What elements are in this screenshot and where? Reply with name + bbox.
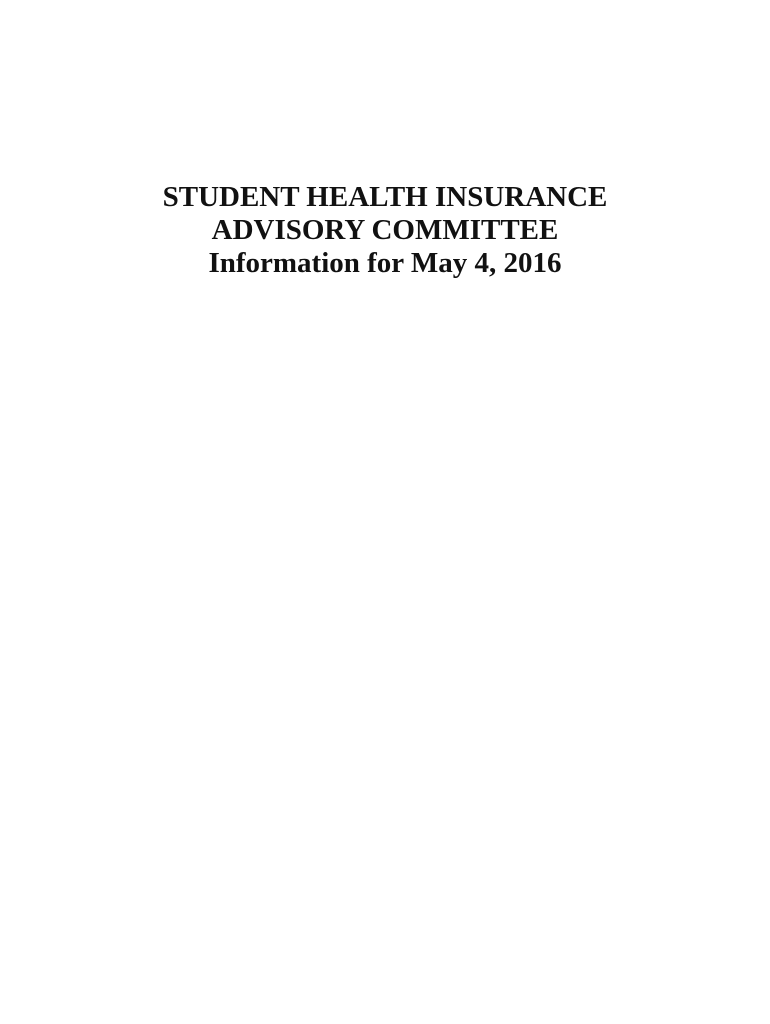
title-line-3: Information for May 4, 2016 — [208, 247, 562, 279]
title-line-1: STUDENT HEALTH INSURANCE — [162, 181, 608, 213]
title-line-2: ADVISORY COMMITTEE — [211, 214, 559, 246]
cover-title — [0, 181, 770, 280]
